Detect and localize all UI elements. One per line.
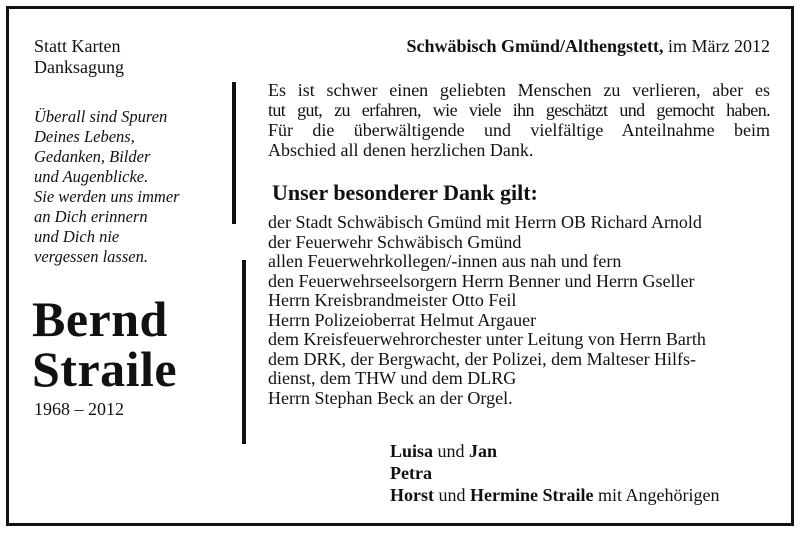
intro-line: Abschied all denen herzlichen Dank.: [268, 140, 534, 160]
header-danksagung: Danksagung: [34, 57, 124, 77]
divider-line-upper: [232, 82, 236, 224]
signature-suffix: mit Angehörigen: [593, 485, 720, 505]
header-date: im März 2012: [663, 36, 770, 56]
list-item: Herrn Polizeioberrat Helmut Argauer: [268, 309, 537, 330]
deceased-last-name: Straile: [32, 341, 178, 397]
list-item: Herrn Kreisbrandmeister Otto Feil: [268, 290, 517, 310]
deceased-years: 1968 – 2012: [34, 399, 124, 419]
signer-name: Petra: [390, 463, 432, 483]
poem-line: an Dich erinnern: [34, 207, 148, 226]
poem-line: Gedanken, Bilder: [34, 147, 151, 166]
intro-line: tut gut, zu erfahren, wie viele ihn geschätzt und gemocht haben.: [268, 100, 770, 120]
divider-line-lower: [242, 260, 246, 444]
signer-name: Luisa: [390, 441, 434, 461]
signature-line-3: [390, 484, 719, 506]
list-item: der Stadt Schwäbisch Gmünd mit Herrn OB Richard Arnold: [268, 212, 702, 232]
signer-name: Horst: [390, 485, 434, 505]
poem-line: Deines Lebens,: [34, 127, 135, 146]
intro-line: Es ist schwer einen geliebten Menschen zu verlieren, aber es: [268, 80, 770, 100]
list-item: allen Feuerwehrkollegen/-innen aus nah und fern: [268, 251, 622, 271]
list-item: der Feuerwehr Schwäbisch Gmünd: [268, 231, 522, 252]
poem-line: Sie werden uns immer: [34, 187, 180, 206]
poem-line: und Dich nie: [34, 227, 120, 246]
header-left: [34, 36, 124, 78]
poem-line: Überall sind Spuren: [34, 107, 168, 126]
signer-name: Hermine Straile: [470, 485, 594, 505]
header-place: Schwäbisch Gmünd/Althengstett,: [406, 36, 664, 56]
poem: [34, 107, 180, 267]
signature-line-2: [390, 462, 432, 484]
list-item: Herrn Stephan Beck an der Orgel.: [268, 387, 513, 408]
list-item: dem Kreisfeuerwehrorchester unter Leitung von Herrn Barth: [268, 329, 706, 349]
signer-name: Jan: [469, 441, 498, 461]
header-right: [406, 36, 770, 57]
list-item: den Feuerwehrseelsorgern Herrn Benner und Herrn Gseller: [268, 270, 695, 291]
poem-line: vergessen lassen.: [34, 247, 148, 266]
thanks-list: [268, 213, 706, 408]
deceased-first-name: Bernd: [32, 291, 168, 347]
signature-and: und: [433, 441, 470, 461]
header-statt-karten: Statt Karten: [34, 36, 121, 56]
poem-line: und Augenblicke.: [34, 167, 149, 186]
signature-and: und: [434, 485, 470, 505]
list-item: dem DRK, der Bergwacht, der Polizei, dem Malteser Hilfs-: [268, 348, 697, 369]
intro-text: [268, 80, 770, 160]
intro-line: Für die überwältigende und vielfältige Anteilnahme beim: [268, 120, 770, 140]
signature-line-1: [390, 440, 497, 462]
list-item: dienst, dem THW und dem DLRG: [268, 368, 517, 388]
thanks-heading: Unser besonderer Dank gilt:: [272, 180, 538, 205]
